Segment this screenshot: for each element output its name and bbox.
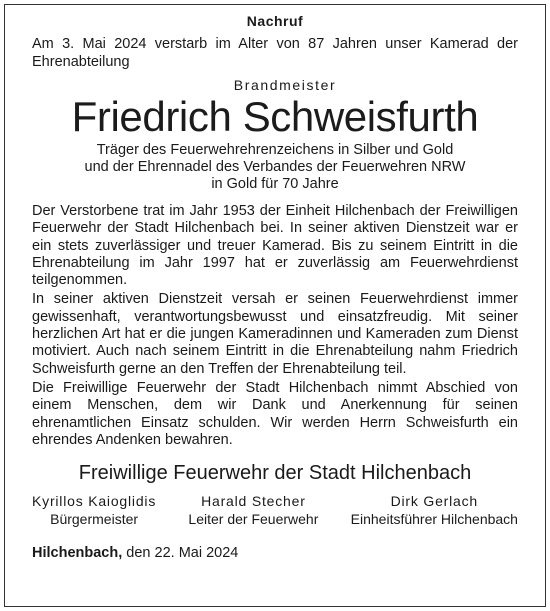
rank-title: Brandmeister	[233, 77, 337, 93]
tribute-paragraph: In seiner aktiven Dienstzeit versah er seinen Feuerwehrdienst immer gewissenhaft, verantwortungsbewusst und einsatzfreudig. Mit seiner herzlichen Art hat er die jungen Kameradinnen und Kameraden zum Dienst motiviert. Auch nach seinem Eintritt in die Ehrenabteilung nahm Friedrich Schweisfurth gerne an den Treffen der Ehrenabteilung teil.	[32, 291, 518, 377]
intro-text: Am 3. Mai 2024 verstarb im Alter von 87 Jahren unser Kamerad der Ehrenabteilung	[32, 36, 518, 70]
honor-line: in Gold für 70 Jahre	[211, 176, 339, 192]
signatory-role: Einheitsführer Hilchenbach	[350, 510, 518, 527]
signatory	[351, 493, 518, 528]
organization-name: Freiwillige Feuerwehr der Stadt Hilchenbach	[78, 462, 472, 485]
honors-block	[32, 142, 518, 193]
signatory-name: Kyrillos Kaioglidis	[32, 493, 157, 510]
tribute-text	[32, 203, 518, 449]
tribute-paragraph: Die Freiwillige Feuerwehr der Stadt Hilchenbach nimmt Abschied von einem Menschen, dem wir Dank und Anerkennung für seinen ehrenamtlichen Einsatz schulden. Wir werden Herrn Schweisfurth ein ehrendes Andenken bewahren.	[32, 379, 518, 448]
obituary-notice	[32, 8, 518, 562]
signatory-role: Leiter der Feuerwehr	[188, 510, 319, 527]
deceased-name: Friedrich Schweisfurth	[71, 93, 479, 140]
signatory	[188, 493, 318, 528]
date: den 22. Mai 2024	[126, 545, 239, 562]
notice-heading: Nachruf	[246, 13, 304, 29]
honor-line: Träger des Feuerwehrehrenzeichens in Silber und Gold	[96, 142, 454, 158]
signatory-role: Bürgermeister	[50, 510, 139, 527]
signatory-name: Harald Stecher	[201, 493, 306, 510]
place: Hilchenbach,	[32, 545, 123, 562]
signatory	[32, 493, 156, 528]
honor-line: und der Ehrennadel des Verbandes der Feuerwehren NRW	[84, 159, 466, 175]
signatories	[32, 493, 518, 528]
place-and-date	[32, 544, 518, 562]
signatory-name: Dirk Gerlach	[390, 493, 479, 510]
tribute-paragraph: Der Verstorbene trat im Jahr 1953 der Einheit Hilchenbach der Freiwilligen Feuerwehr der Stadt Hilchenbach bei. In seiner aktiven Dienstzeit war er ein stets zuverlässiger und treuer Kamerad. Bis zu seinem Eintritt in die Ehrenabteilung im Jahr 1997 hat er zuverlässig am Feuerwehrdienst teilgenommen.	[32, 203, 518, 289]
